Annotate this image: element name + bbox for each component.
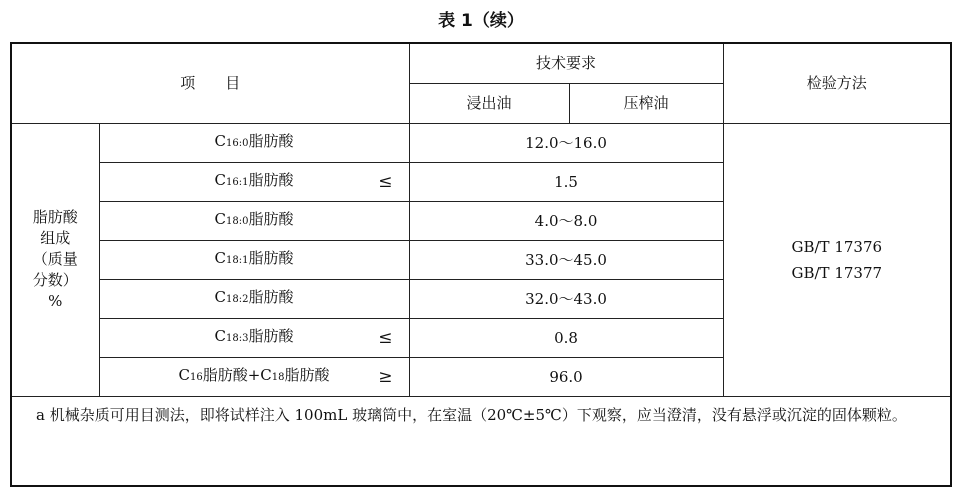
group-label-line: 脂肪酸 bbox=[32, 208, 78, 226]
footnote-text: a 机械杂质可用目测法，即将试样注入 100mL 玻璃筒中，在室温（20℃±5℃）下观察，应当澄清，没有悬浮或沉淀的固体颗粒。 bbox=[36, 405, 907, 424]
header-tech-req: 技术要求 bbox=[409, 43, 723, 83]
header-item-label: 项 目 bbox=[180, 74, 241, 93]
fatty-acid-name: C16:0脂肪酸 bbox=[99, 123, 409, 162]
fatty-acid-name: C18:1脂肪酸 bbox=[99, 240, 409, 279]
limit-symbol: ≥ bbox=[378, 366, 393, 387]
fatty-acid-value: 1.5 bbox=[409, 162, 723, 201]
header-leached-oil: 浸出油 bbox=[409, 83, 569, 123]
footnote-row bbox=[11, 396, 951, 486]
limit-symbol: ≤ bbox=[378, 327, 393, 348]
header-pressed-oil: 压榨油 bbox=[569, 83, 723, 123]
fatty-acid-name: C18:0脂肪酸 bbox=[99, 201, 409, 240]
fatty-acid-name: C16:1脂肪酸 ≤ bbox=[99, 162, 409, 201]
test-method-standard: GB/T 17376 bbox=[791, 237, 883, 256]
header-item bbox=[11, 43, 409, 123]
spec-table bbox=[10, 42, 952, 487]
fatty-acid-name: C18:2脂肪酸 bbox=[99, 279, 409, 318]
fatty-acid-value: 0.8 bbox=[409, 318, 723, 357]
test-method-cell bbox=[723, 123, 951, 396]
footnote bbox=[11, 396, 951, 486]
group-label-line: 分数） bbox=[32, 271, 78, 289]
header-test-method: 检验方法 bbox=[723, 43, 951, 123]
limit-symbol: ≤ bbox=[378, 171, 393, 192]
header-row-1 bbox=[11, 43, 951, 83]
group-label-line: 组成 bbox=[40, 229, 71, 247]
test-method-standard: GB/T 17377 bbox=[791, 263, 883, 282]
fatty-acid-value: 32.0～43.0 bbox=[409, 279, 723, 318]
table-row bbox=[11, 123, 951, 162]
group-label bbox=[11, 123, 99, 396]
group-label-line: （质量 bbox=[32, 250, 78, 268]
fatty-acid-value: 12.0～16.0 bbox=[409, 123, 723, 162]
group-label-line: % bbox=[48, 292, 63, 310]
fatty-acid-name: C16脂肪酸+C18脂肪酸 ≥ bbox=[99, 357, 409, 396]
fatty-acid-value: 33.0～45.0 bbox=[409, 240, 723, 279]
fatty-acid-name: C18:3脂肪酸 ≤ bbox=[99, 318, 409, 357]
fatty-acid-value: 4.0～8.0 bbox=[409, 201, 723, 240]
fatty-acid-value: 96.0 bbox=[409, 357, 723, 396]
table-title: 表 1（续） bbox=[438, 11, 524, 31]
